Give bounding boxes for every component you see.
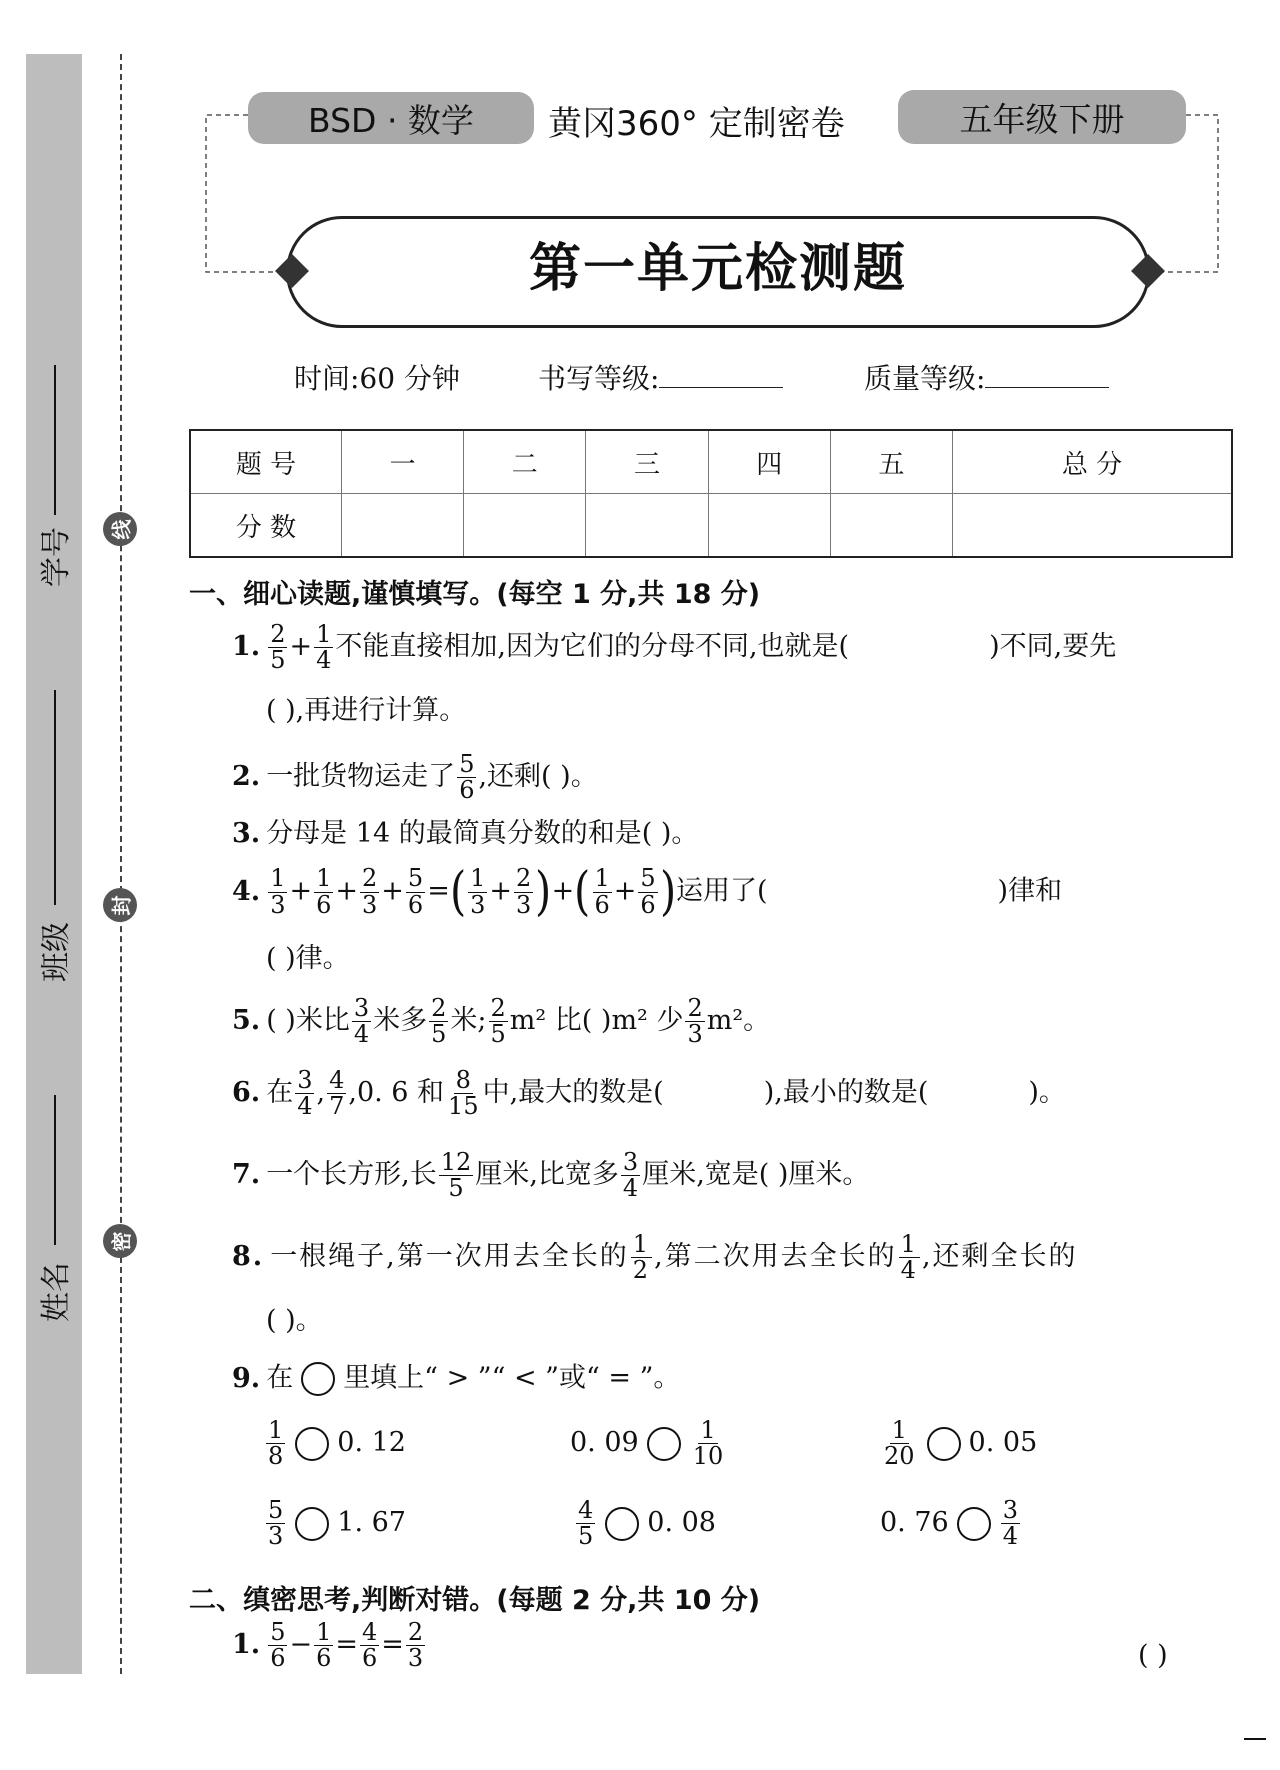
- question-1-4-cont: ( )律。: [266, 943, 350, 974]
- page-title: 第一单元检测题: [528, 238, 907, 299]
- question-1-6: 6. 在 $\frac{3}{4}$ , $\frac{4}{7}$ ,0. 6 和 $\frac{8}{15}$ 中,最大的数是( ),最小的数是( )。: [232, 1066, 1066, 1121]
- seal-mi-mark: 密: [103, 1224, 137, 1258]
- quality-grade: 质量等级:: [864, 357, 1109, 397]
- score-table-col: 一: [342, 430, 464, 494]
- score-table-col: 总 分: [953, 430, 1232, 494]
- answer-circle[interactable]: [957, 1507, 991, 1541]
- question-1-1: 1. $\frac{2}{5}$ + $\frac{1}{4}$ 不能直接相加,因为它们的分母不同,也就是( )不同,要先: [232, 620, 1117, 675]
- score-table-col: 二: [464, 430, 586, 494]
- section-1-heading: 一、细心读题,谨慎填写。(每空 1 分,共 18 分): [189, 579, 761, 610]
- score-table-col: 三: [586, 430, 708, 494]
- class-label: 班级: [39, 922, 74, 982]
- fraction: $\frac{1}{4}$: [316, 620, 332, 675]
- score-cell[interactable]: [708, 494, 830, 558]
- compare-item-4: $\frac{5}{3}$ 1. 67: [268, 1496, 406, 1551]
- judge-answer-blank[interactable]: ( ): [1138, 1640, 1168, 1671]
- student-id-label: 学号: [39, 527, 74, 587]
- fraction: $\frac{2}{5}$: [270, 620, 286, 675]
- answer-circle[interactable]: [295, 1507, 329, 1541]
- seal-line-mark: 线: [103, 512, 137, 546]
- score-cell[interactable]: [953, 494, 1232, 558]
- answer-circle[interactable]: [295, 1427, 329, 1461]
- score-table-score-row: [190, 494, 1232, 558]
- question-1-8-cont: ( )。: [266, 1305, 323, 1336]
- question-1-7: 7. 一个长方形,长 $\frac{12}{5}$ 厘米,比宽多 $\frac{3}{4}$ 厘米,宽是( )厘米。: [232, 1148, 870, 1203]
- grade-pill: 五年级下册: [898, 90, 1186, 144]
- series-pill: BSD · 数学: [248, 92, 534, 144]
- answer-circle[interactable]: [605, 1507, 639, 1541]
- compare-item-3: $\frac{1}{20}$ 0. 05: [884, 1416, 1038, 1471]
- writing-grade-blank[interactable]: [659, 363, 783, 388]
- compare-item-2: 0. 09 $\frac{1}{10}$: [570, 1416, 724, 1471]
- page-edge-mark: [1244, 1738, 1266, 1740]
- compare-item-6: 0. 76 $\frac{3}{4}$: [880, 1496, 1018, 1551]
- question-1-8: 8. 一根绳子,第一次用去全长的 $\frac{1}{2}$ ,第二次用去全长的 $\frac{1}{4}$ ,还剩全长的: [232, 1230, 1078, 1285]
- score-table-header-row: [190, 430, 1232, 494]
- question-1-1-cont: ( ),再进行计算。: [266, 695, 467, 726]
- writing-grade: 书写等级:: [538, 357, 783, 397]
- student-id-line: [54, 365, 56, 515]
- score-cell[interactable]: [464, 494, 586, 558]
- time-info: 时间:60 分钟: [294, 362, 460, 395]
- question-1-5: 5. ( )米比 $\frac{3}{4}$ 米多 $\frac{2}{5}$ 米; $\frac{2}{5}$ m² 比( )m² 少 $\frac{2}{3}$ m²。: [232, 994, 771, 1049]
- score-cell[interactable]: [830, 494, 952, 558]
- score-table-row-label: 分 数: [190, 494, 342, 558]
- question-2-1: 1. $\frac{5}{6}$ − $\frac{1}{6}$ = $\frac{4}{6}$ = $\frac{2}{3}$: [232, 1618, 424, 1673]
- quality-grade-blank[interactable]: [985, 363, 1109, 388]
- score-cell[interactable]: [342, 494, 464, 558]
- answer-circle[interactable]: [647, 1427, 681, 1461]
- circle-icon: [301, 1362, 335, 1396]
- question-1-2: 2. 一批货物运走了 $\frac{5}{6}$ ,还剩( )。: [232, 750, 598, 805]
- compare-item-5: $\frac{4}{5}$ 0. 08: [578, 1496, 716, 1551]
- score-table: [189, 429, 1233, 558]
- answer-circle[interactable]: [927, 1427, 961, 1461]
- name-label: 姓名: [39, 1262, 74, 1322]
- section-2-heading: 二、缜密思考,判断对错。(每题 2 分,共 10 分): [189, 1585, 761, 1616]
- class-line: [54, 690, 56, 905]
- brand-text: 黄冈360° 定制密卷: [548, 104, 845, 144]
- seal-feng-mark: 封: [103, 888, 137, 922]
- question-1-4: 4. $\frac{1}{3}$ + $\frac{1}{6}$ + $\frac{2}{3}$ + $\frac{5}{6}$ =( $\frac{1}{3}$ + $\frac{2}{3}$ )+( $\frac{1}{6}$ + $\frac{5}{6}$ )运用了( )律和: [232, 862, 1063, 922]
- question-1-3: 3. 分母是 14 的最简真分数的和是( )。: [232, 818, 699, 849]
- compare-item-1: $\frac{1}{8}$ 0. 12: [268, 1416, 406, 1471]
- score-cell[interactable]: [586, 494, 708, 558]
- score-table-col: 四: [708, 430, 830, 494]
- question-1-9: 9. 在 里填上“ > ”“ < ”或“ = ”。: [232, 1362, 680, 1396]
- name-line: [54, 1095, 56, 1245]
- fraction: $\frac{5}{6}$: [459, 750, 475, 805]
- score-table-row-label: 题 号: [190, 430, 342, 494]
- score-table-col: 五: [830, 430, 952, 494]
